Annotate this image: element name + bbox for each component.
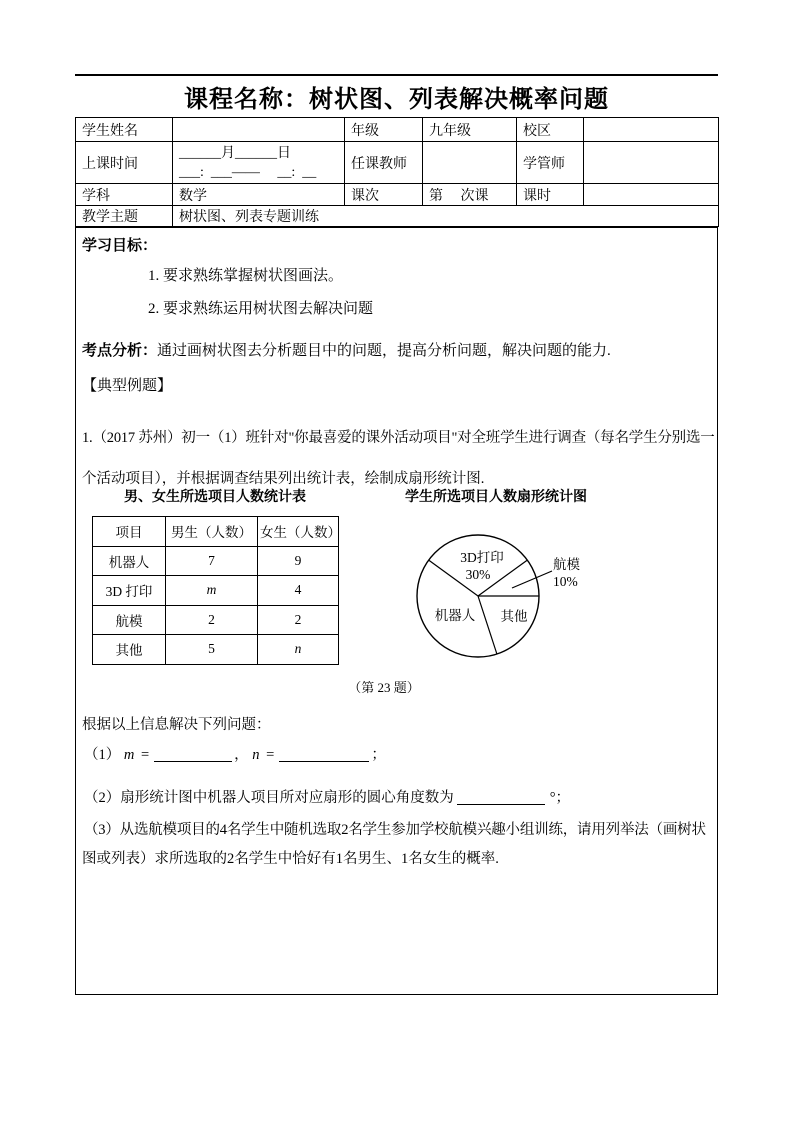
problem-text-line2: 个活动项目），并根据调查结果列出统计表，绘制成扇形统计图.	[82, 471, 485, 487]
campus-field[interactable]	[584, 118, 719, 142]
question-3-line2: 图或列表）求所选取的2名学生中恰好有1名男生、1名女生的概率.	[82, 851, 499, 867]
teacher-field[interactable]	[423, 142, 517, 184]
example-section-heading: 【典型例题】	[82, 378, 173, 394]
subject-label: 学科	[76, 184, 173, 206]
question-3-line1: （3）从选航模项目的4名学生中随机选取2名学生参加学校航模兴趣小组训练，请用列举法（画树状	[84, 822, 706, 838]
content-box	[75, 227, 718, 995]
manager-field[interactable]	[584, 142, 719, 184]
manager-label: 学管师	[517, 142, 584, 184]
table-cell: 机器人	[93, 546, 166, 576]
table-row	[76, 142, 719, 184]
pie-chart	[403, 524, 613, 676]
q1-var-m: m	[123, 747, 135, 763]
topic-value: 树状图、列表专题训练	[173, 206, 719, 227]
q1-equals: =	[266, 747, 275, 763]
pie-label-3d-print-percent: 30%	[465, 567, 491, 582]
q1-end: ；	[371, 747, 386, 763]
table-row	[93, 635, 339, 665]
lesson-no-field[interactable]: 第 次课	[423, 184, 517, 206]
col-header-item: 项目	[93, 517, 166, 547]
class-time-field[interactable]	[173, 142, 345, 184]
table-cell: 4	[258, 576, 339, 606]
q2-text: （2）扇形统计图中机器人项目所对应扇形的圆心角度数为	[84, 790, 454, 806]
student-name-field[interactable]	[173, 118, 345, 142]
table-cell: 7	[166, 546, 258, 576]
campus-label: 校区	[517, 118, 584, 142]
top-rule-divider	[75, 74, 718, 76]
subject-value: 数学	[173, 184, 345, 206]
pie-label-other: 其他	[500, 609, 528, 624]
table-cell: 9	[258, 546, 339, 576]
q1-separator: ，	[234, 747, 249, 763]
q2-answer-blank[interactable]	[457, 789, 545, 805]
pie-label-robot: 机器人	[434, 608, 476, 623]
table-cell: 3D 打印	[93, 576, 166, 606]
exam-analysis-line	[82, 339, 611, 360]
goal-item: 2. 要求熟练运用树状图去解决问题	[148, 301, 374, 317]
period-field[interactable]	[584, 184, 719, 206]
table-cell: 2	[166, 605, 258, 635]
table-cell-variable-n: n	[258, 635, 339, 665]
col-header-female: 女生（人数）	[258, 517, 339, 547]
table-header-row	[93, 517, 339, 547]
class-time-line2: ___: ___—— __: __	[179, 164, 317, 180]
pie-label-3d-print: 3D打印	[460, 550, 504, 565]
class-time-line1: ______月______日	[179, 145, 291, 161]
table-cell: 5	[166, 635, 258, 665]
table-row	[93, 546, 339, 576]
goal-item: 1. 要求熟练掌握树状图画法。	[148, 268, 344, 284]
table-cell: 2	[258, 605, 339, 635]
student-name-label: 学生姓名	[76, 118, 173, 142]
q1-answer-blank-m[interactable]	[154, 746, 232, 762]
exam-analysis-text: 通过画树状图去分析题目中的问题，提高分析问题，解决问题的能力.	[157, 343, 611, 359]
table-cell-variable-m: m	[166, 576, 258, 606]
goals-heading: 学习目标：	[82, 238, 158, 254]
q1-equals: =	[140, 747, 150, 763]
q2-degree-suffix: °；	[549, 790, 571, 806]
table-row	[76, 118, 719, 142]
pie-label-aeromodel: 航模	[553, 557, 580, 572]
stats-table	[92, 516, 339, 665]
grade-value: 九年级	[423, 118, 517, 142]
problem-text-line1: 1.（2017 苏州）初一（1）班针对"你最喜爱的课外活动项目"对全班学生进行调查（每名学生分别选一	[82, 430, 715, 446]
table-row	[93, 576, 339, 606]
question-1	[84, 743, 386, 764]
table-row	[93, 605, 339, 635]
table-row	[76, 184, 719, 206]
page-title: 课程名称：树状图、列表解决概率问题	[184, 87, 609, 113]
table-cell: 其他	[93, 635, 166, 665]
info-table	[75, 117, 719, 227]
stats-table-title: 男、女生所选项目人数统计表	[124, 490, 306, 505]
exam-analysis-label: 考点分析：	[82, 343, 158, 359]
class-time-label: 上课时间	[76, 142, 173, 184]
teacher-label: 任课教师	[345, 142, 423, 184]
pie-label-aeromodel-percent: 10%	[553, 574, 578, 589]
grade-label: 年级	[345, 118, 423, 142]
pie-chart-title: 学生所选项目人数扇形统计图	[405, 490, 587, 505]
col-header-male: 男生（人数）	[166, 517, 258, 547]
table-row	[76, 206, 719, 227]
table-cell: 航模	[93, 605, 166, 635]
lesson-no-label: 课次	[345, 184, 423, 206]
topic-label: 教学主题	[76, 206, 173, 227]
questions-intro: 根据以上信息解决下列问题：	[82, 717, 271, 733]
q1-answer-blank-n[interactable]	[279, 746, 369, 762]
period-label: 课时	[517, 184, 584, 206]
question-2	[84, 786, 570, 807]
q1-prefix: （1）	[84, 747, 121, 763]
q1-var-n: n	[252, 747, 260, 763]
figure-caption: （第 23 题）	[348, 680, 420, 695]
